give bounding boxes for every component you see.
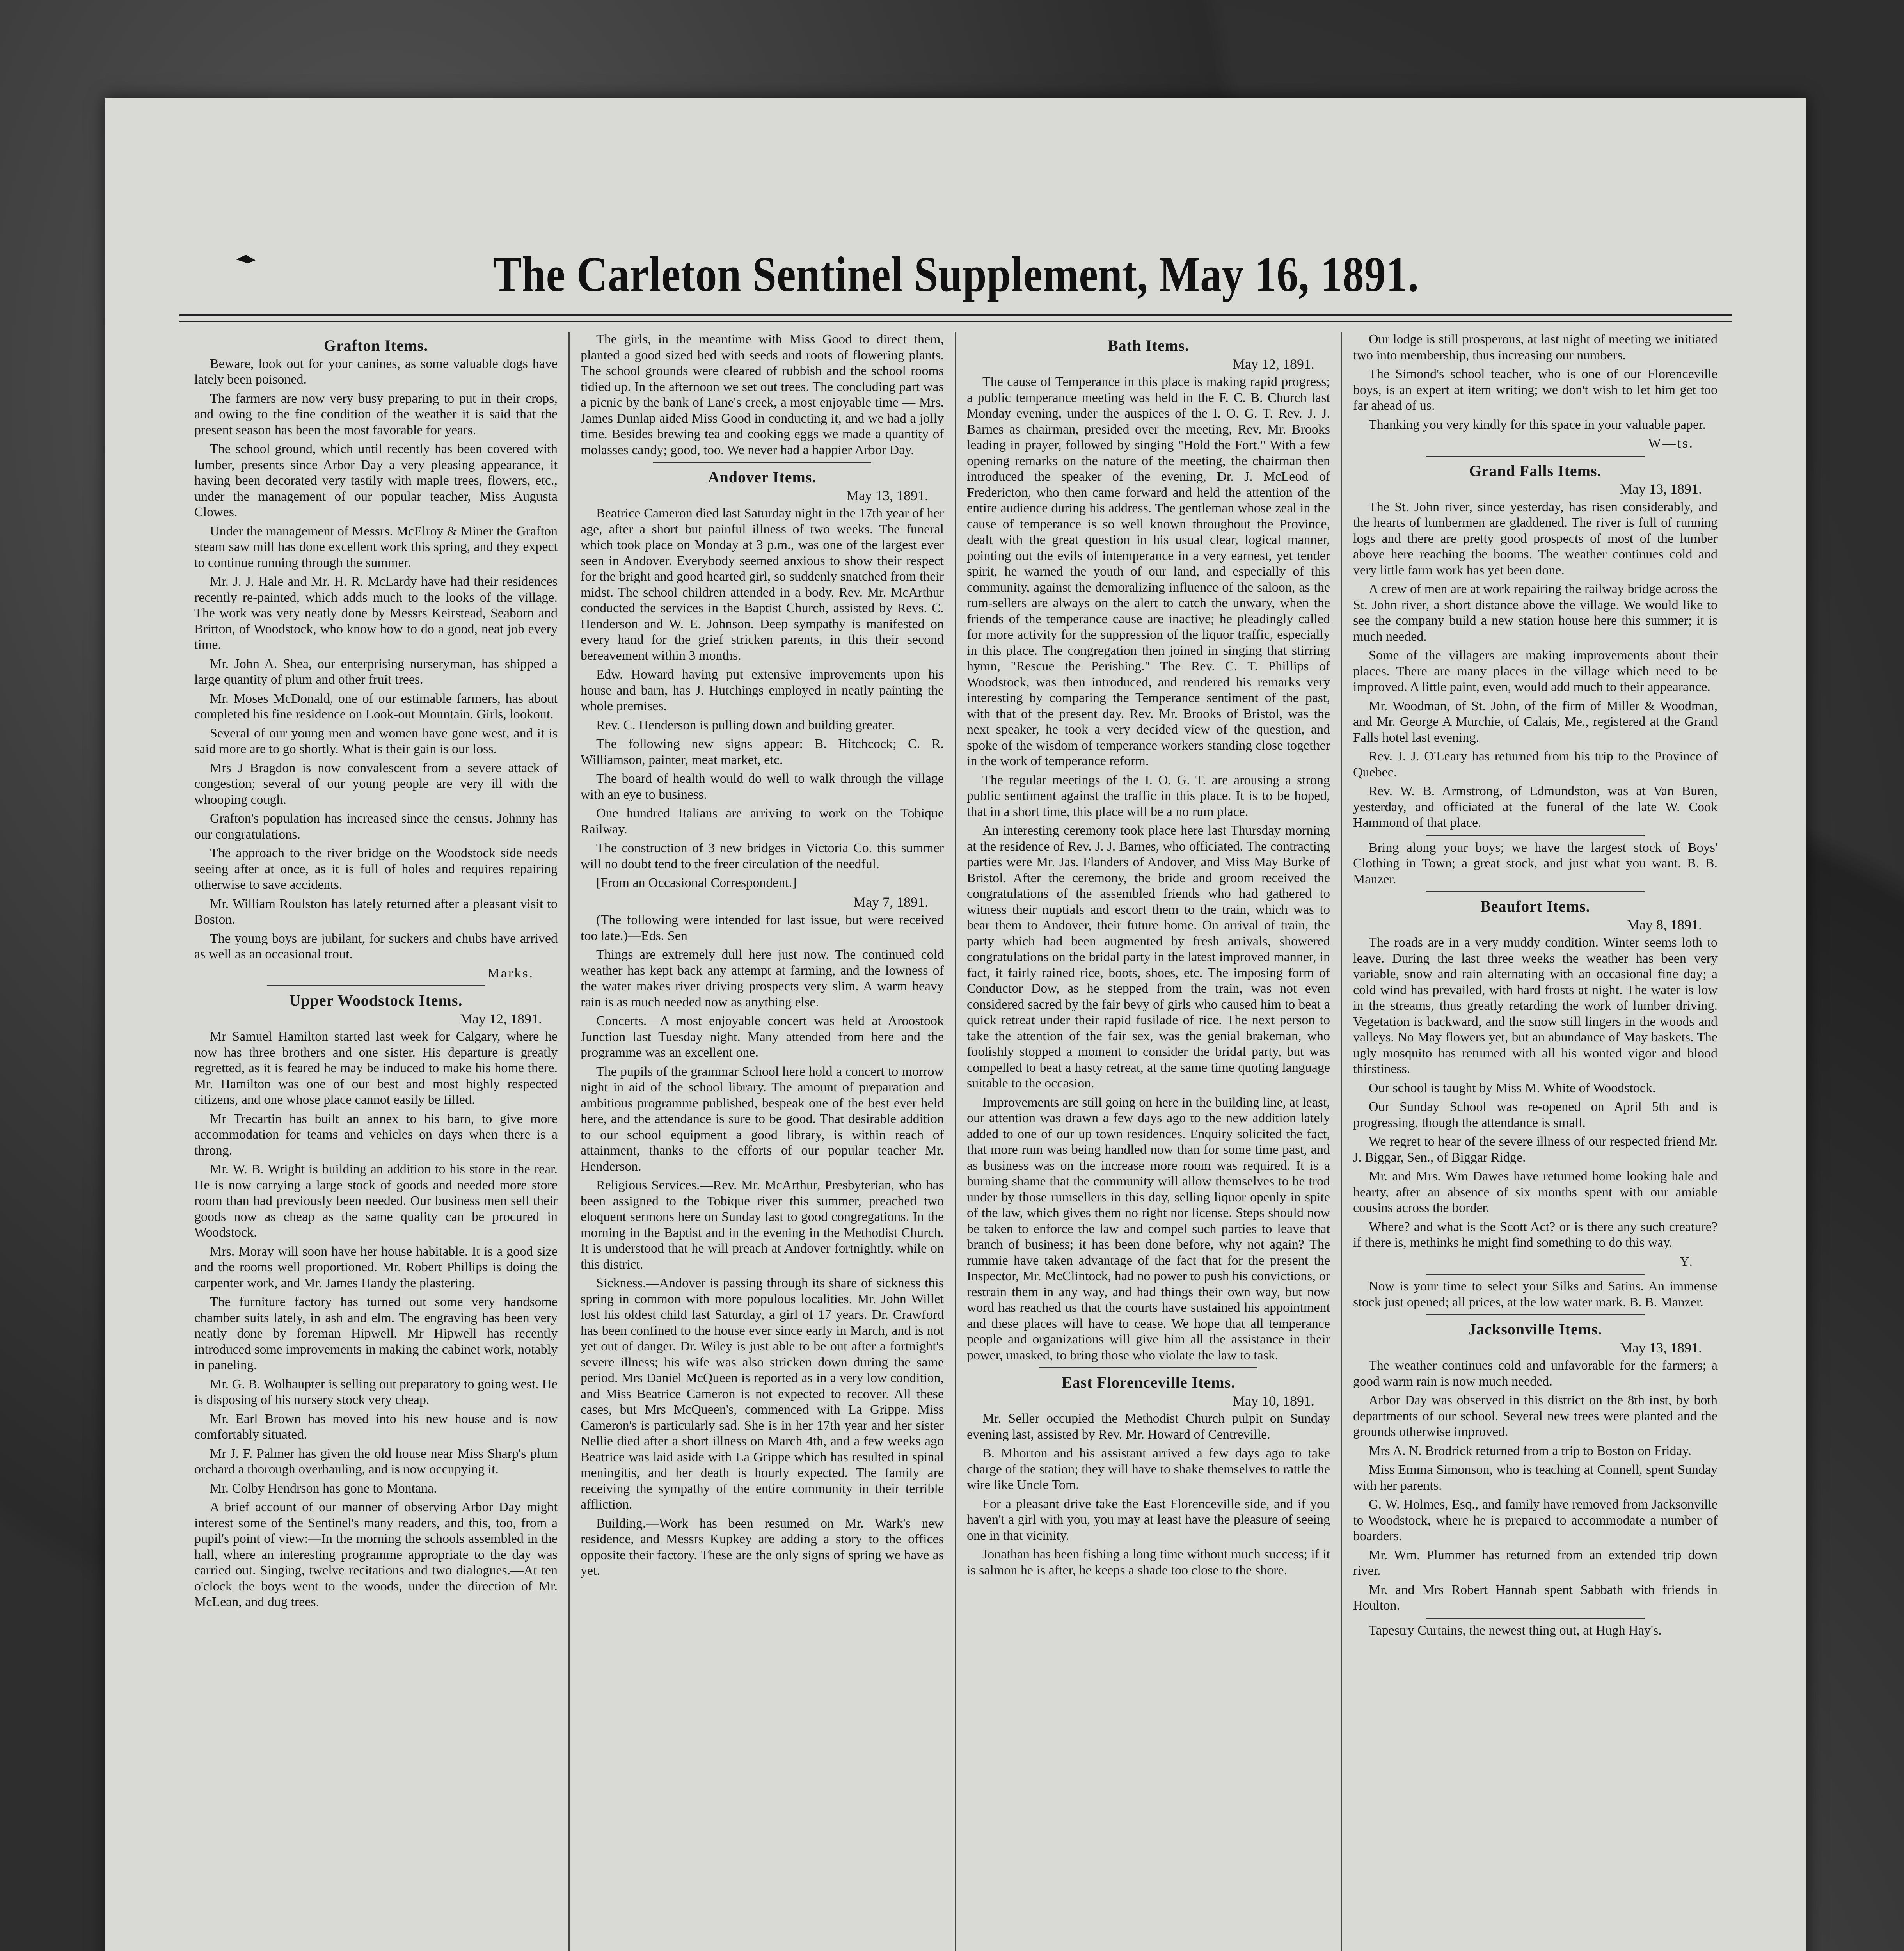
news-item: Mrs A. N. Brodrick returned from a trip to Boston on Friday. bbox=[1369, 1443, 1691, 1458]
news-item: Mr. Colby Hendrson has gone to Montana. bbox=[210, 1481, 437, 1496]
section-heading: Andover Items. bbox=[708, 468, 817, 486]
news-item: The Simond's school teacher, who is one of our Florenceville boys, is an expert at item writing; we don't wish to let him get too far ahead of us. bbox=[1353, 367, 1718, 413]
dateline: May 12, 1891. bbox=[1233, 356, 1314, 372]
news-item: Mr. Moses McDonald, one of our estimable farmers, has about completed his fine residence on Look-out Mountain. Girls, lookout. bbox=[194, 691, 558, 721]
news-item: Mr Samuel Hamilton started last week for Calgary, where he now has three brothers and one sister. His departure is greatly regretted, as it is feared he may be induced to make his home there. Mr. Hamilton was one of our best and most highly respected citizens, and one whose place cannot easily be filled. bbox=[194, 1029, 558, 1107]
advertisement: Bring along your boys; we have the largest stock of Boys' Clothing in Town; a great stock, and just what you want. B. B. Manzer. bbox=[1353, 840, 1718, 887]
section-heading: Upper Woodstock Items. bbox=[289, 991, 463, 1009]
signature: Y. bbox=[1680, 1254, 1694, 1269]
separator bbox=[267, 985, 485, 986]
dateline: May 13, 1891. bbox=[1620, 481, 1702, 497]
news-item: The regular meetings of the I. O. G. T. are arousing a strong public sentiment against the traffic in this place. It is to be hoped, that in a short time, this place will be a no rum place. bbox=[967, 773, 1330, 819]
separator bbox=[1426, 456, 1645, 457]
masthead-rule bbox=[179, 314, 1732, 316]
section-heading: Grand Falls Items. bbox=[1469, 462, 1602, 480]
column-1 bbox=[183, 332, 570, 1951]
separator bbox=[653, 462, 871, 463]
advertisement: Tapestry Curtains, the newest thing out, at Hugh Hay's. bbox=[1369, 1623, 1662, 1638]
news-item: Grafton's population has increased since the census. Johnny has our congratulations. bbox=[194, 811, 558, 842]
section-heading: East Florenceville Items. bbox=[1061, 1374, 1236, 1391]
news-item: One hundred Italians are arriving to work on the Tobique Railway. bbox=[581, 806, 944, 837]
news-item: Mr J. F. Palmer has given the old house near Miss Sharp's plum orchard a thorough overhauling, and is now occupying it. bbox=[194, 1446, 558, 1477]
masthead-title: The Carleton Sentinel Supplement, May 16, 1891. bbox=[493, 247, 1419, 302]
news-item: Building.—Work has been resumed on Mr. Wark's new residence, and Messrs Kupkey are adding a story to the offices opposite their factory. These are the only signs of spring we have as yet. bbox=[581, 1516, 944, 1578]
dateline: May 13, 1891. bbox=[846, 487, 928, 503]
news-item: Mr. and Mrs. Wm Dawes have returned home looking hale and hearty, after an absence of six months spent with our amiable cousins across the border. bbox=[1353, 1169, 1718, 1215]
news-item: The following new signs appear: B. Hitchcock; C. R. Williamson, painter, meat market, etc. bbox=[581, 737, 944, 767]
news-item: Mr. Earl Brown has moved into his new house and is now comfortably situated. bbox=[194, 1411, 558, 1442]
dateline: May 12, 1891. bbox=[460, 1011, 542, 1027]
news-item: Mrs J Bragdon is now convalescent from a severe attack of congestion; several of our young people are very ill with the whooping cough. bbox=[194, 760, 558, 807]
news-item: Where? and what is the Scott Act? or is there any such creature? if there is, methinks he might find something to do this way. bbox=[1353, 1219, 1718, 1250]
news-item: The pupils of the grammar School here hold a concert to morrow night in aid of the school library. The amount of preparation and ambitious programme published, bespeak one of the best ever held here, and the attendance is sure to be good. That desirable addition to our school equipment a good library, is within reach of attainment, thanks to the efforts of our popular teacher Mr. Henderson. bbox=[581, 1064, 944, 1174]
news-item: Some of the villagers are making improvements about their places. There are many places in the village which need to be improved. A little paint, even, would add much to their appearance. bbox=[1353, 648, 1718, 694]
news-item: An interesting ceremony took place here last Thursday morning at the residence of Rev. J. J. Barnes, who officiated. The contracting parties were Mr. Jas. Flanders of Andover, and Miss May Burke of Bristol. After the ceremony, the bride and groom received the congratulations of the assembled friends who had gathered to witness their nuptials and escort them to the train, which was to bear them to Andover, their future home. On arrival of train, the party which had been augmented by fresh arrivals, showered congratulations on the bridal party in the latest improved manner, in fact, it fairly rained rice, boots, shoes, etc. The imposing form of Conductor Dow, as he stepped from the train, was not even considered sacred by the fair bevy of girls who caused him to beat a quick retreat under their rapid fusilade of rice. The next person to take the attention of the fair sex, was the genial brakeman, who foolishly stopped a moment to consider the bridal party, but was compelled to beat a hasty retreat, at the same time quoting language suitable to the occasion. bbox=[967, 823, 1330, 1091]
dateline: May 8, 1891. bbox=[1627, 917, 1702, 933]
dateline: May 7, 1891. bbox=[853, 894, 928, 910]
separator bbox=[1426, 891, 1645, 892]
separator bbox=[1426, 1274, 1645, 1275]
section-heading: Jacksonville Items. bbox=[1468, 1320, 1602, 1338]
news-item: G. W. Holmes, Esq., and family have removed from Jacksonville to Woodstock, where he is prepared to accommodate a number of boarders. bbox=[1353, 1497, 1718, 1543]
news-item: Several of our young men and women have gone west, and it is said more are to go shortly. What is their gain is our loss. bbox=[194, 726, 558, 756]
news-item: A crew of men are at work repairing the railway bridge across the St. John river, a short distance above the village. We would like to see the company build a new station house here this summer; it is much needed. bbox=[1353, 582, 1718, 644]
news-item: Improvements are still going on here in the building line, at least, our attention was drawn a few days ago to the new addition lately added to one of our up town residences. Enquiry solicited the fact, that more rum was being handled now than for some time past, and as business was on the increase more room was required. It is a burning shame that the community will allow themselves to be trod under by those rumsellers in this day, selling liquor openly in spite of the law, which gives them no right nor license. Steps should now be taken to enforce the law and compel such parties to leave that branch of business; it has been done before, why not again? The rummie have taken advantage of the fact that for the present the Inspector, Mr. McClintock, had no power to push his convictions, or restrain them in any way, and had things their own way, but now word has reached us that the courts have sustained his appointment and these places will have to cease. We hope that all temperance people and organizations will give him all the assistance in their power, unasked, to bring those who violate the law to task. bbox=[967, 1095, 1330, 1363]
news-item: The cause of Temperance in this place is making rapid progress; a public temperance meeting was held in the F. C. B. Church last Monday evening, under the auspices of the I. O. G. T. Rev. J. J. Barnes as chairman, presided over the meeting, Rev. Mr. Brooks leading in prayer, followed by singing "Hold the Fort." With a few opening remarks on the nature of the meeting, the chairman then introduced the speaker of the evening, Dr. J. McLeod of Fredericton, who then came forward and held the attention of the entire audience during his address. The gentleman whose zeal in the cause of temperance is so well known throughout the Province, dealt with the great question in his usual clear, logical manner, pointing out the evils of intemperance in a very earnest, yet tender spirit, he warned the youth of our land, and especially of this community, against the demoralizing influence of the saloon, as the rum-sellers are always on the alert to catch the unwary, when the friends of the temperance cause are inactive; he pleadingly called for more activity for the suppression of the liquor traffic, especially in this place. The congregation then joined in singing that stirring hymn, "Rescue the Perishing." The Rev. C. T. Phillips of Woodstock, was then introduced, and rendered his remarks very interesting by comparing the Temperance sentiment of the past, with that of the present day. Rev. Mr. Brooks of Bristol, was the next speaker, he took a very decided view of the question, and spoke of the wisdom of temperance workers standing close together in the work of temperance reform. bbox=[967, 375, 1330, 768]
news-item: Edw. Howard having put extensive improvements upon his house and barn, has J. Hutchings employed in neatly painting the whole premises. bbox=[581, 667, 944, 713]
news-item: Mr. W. B. Wright is building an addition to his store in the rear. He is now carrying a large stock of goods and needed more store room than had previously been needed. Our business men sell their goods now as cheap as the same quality can be procured in Woodstock. bbox=[194, 1162, 558, 1240]
news-item: Sickness.—Andover is passing through its share of sickness this spring in common with more populous localities. Mr. John Willet lost his oldest child last Saturday, a girl of 17 years. Dr. Crawford has been confined to the house ever since early in March, and is not yet out of danger. Dr. Wiley is just able to be out after a fortnight's severe illness; his wife was also stricken down during the same period. Mrs Daniel McQueen is reported as in a very low condition, and Miss Beatrice Cameron is not expected to recover. All these cases, but Mrs McQueen's, commenced with La Grippe. Miss Cameron's is particularly sad. She is in her 17th year and her sister Nellie died after a short illness on March 4th, and a few weeks ago Beatrice was laid aside with La Grippe which has resulted in spinal meningitis, and her death is hourly expected. The family are receiving the sympathy of the entire community in their terrible affliction. bbox=[581, 1276, 944, 1512]
news-item: Our lodge is still prosperous, at last night of meeting we initiated two into membership, thus increasing our numbers. bbox=[1353, 332, 1718, 362]
news-item: The roads are in a very muddy condition. Winter seems loth to leave. During the last three weeks the weather has been very variable, snow and rain alternating with an occasional fine day; a cold wind has prevailed, with hard frosts at night. The water is low in the streams, thus greatly retarding the work of lumber driving. Vegetation is backward, and the snow still lingers in the woods and valleys. No May flowers yet, but an abundance of May baskets. The ugly mosquito has returned with all his wonted vigor and blood thirstiness. bbox=[1353, 935, 1718, 1076]
news-item: Mr. Wm. Plummer has returned from an extended trip down river. bbox=[1353, 1548, 1718, 1578]
news-item: B. Mhorton and his assistant arrived a few days ago to take charge of the station; they will have to shake themselves to rattle the wire like Uncle Tom. bbox=[967, 1446, 1330, 1492]
news-item: Arbor Day was observed in this district on the 8th inst, by both departments of our school. Several new trees were planted and the grounds otherwise improved. bbox=[1353, 1393, 1718, 1439]
masthead-rule-thin bbox=[179, 321, 1732, 322]
news-item: Mr. Woodman, of St. John, of the firm of Miller & Woodman, and Mr. George A Murchie, of Calais, Me., registered at the Grand Falls hotel last evening. bbox=[1353, 698, 1718, 745]
news-item: The school ground, which until recently has been covered with lumber, presents since Arbor Day a very pleasing appearance, it having been decorated very tastily with maple trees, flowers, etc., under the management of our popular teacher, Miss Augusta Clowes. bbox=[194, 442, 558, 519]
news-item: Our Sunday School was re-opened on April 5th and is progressing, though the attendance is small. bbox=[1353, 1100, 1718, 1130]
news-item: Mr. G. B. Wolhaupter is selling out preparatory to going west. He is disposing of his nursery stock very cheap. bbox=[194, 1377, 558, 1407]
column-3 bbox=[956, 332, 1342, 1951]
news-item: Rev. C. Henderson is pulling down and building greater. bbox=[596, 718, 895, 732]
news-item: Beware, look out for your canines, as some valuable dogs have lately been poisoned. bbox=[194, 356, 558, 387]
news-item: Mr. William Roulston has lately returned after a pleasant visit to Boston. bbox=[194, 896, 558, 927]
news-item: Things are extremely dull here just now. The continued cold weather has kept back any attempt at farming, and the lowness of the water makes river driving prospects very slim. A warm heavy rain is as much needed now as anything else. bbox=[581, 947, 944, 1009]
separator bbox=[1426, 1314, 1645, 1315]
column-4 bbox=[1342, 332, 1728, 1951]
separator bbox=[1426, 835, 1645, 836]
dateline: May 10, 1891. bbox=[1233, 1393, 1314, 1409]
newspaper-page bbox=[105, 98, 1806, 1951]
news-item: The approach to the river bridge on the Woodstock side needs seeing after at once, as it is full of holes and requires repairing otherwise to save accidents. bbox=[194, 846, 558, 892]
news-item: The girls, in the meantime with Miss Good to direct them, planted a good sized bed with seeds and roots of flowering plants. The school grounds were cleared of rubbish and the school rooms tidied up. In the afternoon we set out trees. The concluding part was a picnic by the bank of Lane's creek, a most enjoyable time — Mrs. James Dunlap aided Miss Good in conducting it, and we had a jolly time. Besides brewing tea and cooking eggs we made a quantity of molasses candy; good, too. We never had a happier Arbor Day. bbox=[581, 332, 944, 457]
news-item: Mrs. Moray will soon have her house habitable. It is a good size and the rooms well proportioned. Mr. Robert Phillips is doing the carpenter work, and Mr. James Handy the plastering. bbox=[194, 1244, 558, 1290]
news-item: For a pleasant drive take the East Florenceville side, and if you haven't a girl with you, you may at least have the pleasure of seeing one in that vicinity. bbox=[967, 1496, 1330, 1543]
news-item: We regret to hear of the severe illness of our respected friend Mr. J. Biggar, Sen., of Biggar Ridge. bbox=[1353, 1134, 1718, 1165]
signature: Marks. bbox=[487, 966, 534, 981]
section-heading: Bath Items. bbox=[1108, 337, 1189, 354]
section-heading: Grafton Items. bbox=[323, 337, 428, 354]
news-item: Beatrice Cameron died last Saturday night in the 17th year of her age, after a short but painful illness of two weeks. The funeral which took place on Monday at 3 p.m., was one of the largest ever seen in Andover. Everybody seemed anxious to show their respect for the bright and good hearted girl, so suddenly snatched from their midst. The school children attended in a body. Rev. Mr. McArthur conducted the services in the Baptist Church, assisted by Revs. C. Henderson and W. E. Johnson. Deep sympathy is manifested on every hand for the grief stricken parents, in this their second bereavement within 3 months. bbox=[581, 506, 944, 663]
news-item: Our school is taught by Miss M. White of Woodstock. bbox=[1369, 1080, 1656, 1095]
columns bbox=[183, 332, 1728, 1951]
advertisement: Now is your time to select your Silks and Satins. An immense stock just opened; all prices, at the low water mark. B. B. Manzer. bbox=[1353, 1279, 1718, 1310]
news-item: The young boys are jubilant, for suckers and chubs have arrived as well as an occasional trout. bbox=[194, 931, 558, 961]
news-item: Mr. John A. Shea, our enterprising nurseryman, has shipped a large quantity of plum and other fruit trees. bbox=[194, 656, 558, 687]
editor-note: (The following were intended for last issue, but were received too late.)—Eds. Sen bbox=[581, 913, 944, 943]
separator bbox=[1426, 1618, 1645, 1619]
news-item: The construction of 3 new bridges in Victoria Co. this summer will no doubt tend to the freer circulation of the needful. bbox=[581, 841, 944, 871]
news-item: Concerts.—A most enjoyable concert was held at Aroostook Junction last Tuesday night. Many attended from here and the programme was an excellent one. bbox=[581, 1014, 944, 1060]
news-item: The board of health would do well to walk through the village with an eye to business. bbox=[581, 771, 944, 802]
news-item: The St. John river, since yesterday, has risen considerably, and the hearts of lumbermen are gladdened. The river is full of running logs and there are pretty good prospects of most of the lumber above here reaching the booms. The weather continues cold and very little farm work has yet been done. bbox=[1353, 499, 1718, 577]
news-item: Miss Emma Simonson, who is teaching at Connell, spent Sunday with her parents. bbox=[1353, 1462, 1718, 1493]
news-item: Jonathan has been fishing a long time without much success; if it is salmon he is after, he keeps a shade too close to the shore. bbox=[967, 1547, 1330, 1578]
correspondent-note: [From an Occasional Correspondent.] bbox=[596, 876, 797, 890]
section-heading: Beaufort Items. bbox=[1480, 897, 1590, 915]
news-item: Rev. W. B. Armstrong, of Edmundston, was at Van Buren, yesterday, and officiated at the funeral of the late W. Cook Hammond of that place. bbox=[1353, 784, 1718, 830]
dateline: May 13, 1891. bbox=[1620, 1340, 1702, 1356]
news-item: The farmers are now very busy preparing to put in their crops, and owing to the fine condition of the weather it is said that the present season has been the most favorable for years. bbox=[194, 391, 558, 437]
news-item: The weather continues cold and unfavorable for the farmers; a good warm rain is now much needed. bbox=[1353, 1358, 1718, 1389]
signature: W—ts. bbox=[1648, 436, 1694, 451]
news-item: Mr Trecartin has built an annex to his barn, to give more accommodation for teams and vehicles on days when there is a throng. bbox=[194, 1111, 558, 1158]
news-item: Under the management of Messrs. McElroy & Miner the Grafton steam saw mill has done excellent work this spring, and they expect to continue running through the summer. bbox=[194, 524, 558, 570]
news-item: Mr. and Mrs Robert Hannah spent Sabbath with friends in Houlton. bbox=[1353, 1582, 1718, 1613]
news-item: Religious Services.—Rev. Mr. McArthur, Presbyterian, who has been assigned to the Tobique river this summer, preached two eloquent sermons here on Sunday last to good congregations. In the morning in the Baptist and in the evening in the Methodist Church. It is understood that he will preach at Andover fortnightly, while on this district. bbox=[581, 1178, 944, 1272]
news-item: Rev. J. J. O'Leary has returned from his trip to the Province of Quebec. bbox=[1353, 749, 1718, 780]
news-item: Thanking you very kindly for this space in your valuable paper. bbox=[1369, 417, 1706, 432]
separator bbox=[1039, 1367, 1257, 1368]
column-2 bbox=[570, 332, 956, 1951]
news-item: Mr. J. J. Hale and Mr. H. R. McLardy have had their residences recently re-painted, which adds much to the looks of the village. The work was very neatly done by Messrs Keirstead, Seaborn and Britton, of Woodstock, who know how to do a good, neat job every time. bbox=[194, 574, 558, 652]
news-item: A brief account of our manner of observing Arbor Day might interest some of the Sentinel's many readers, and this, too, from a pupil's point of view:—In the morning the schools assembled in the hall, where an interesting programme appropriate to the day was carried out. Singing, twelve recitations and two dialogues.—At ten o'clock the boys went to the woods, under the direction of Mr. McLean, and dug trees. bbox=[194, 1500, 558, 1609]
news-item: Mr. Seller occupied the Methodist Church pulpit on Sunday evening last, assisted by Rev. Mr. Howard of Centreville. bbox=[967, 1411, 1330, 1442]
news-item: The furniture factory has turned out some very handsome chamber suits lately, in ash and elm. The engraving has been very neatly done by foreman Hipwell. Mr Hipwell has recently introduced some improvements in making the cabinet work, notably in paneling. bbox=[194, 1295, 558, 1372]
